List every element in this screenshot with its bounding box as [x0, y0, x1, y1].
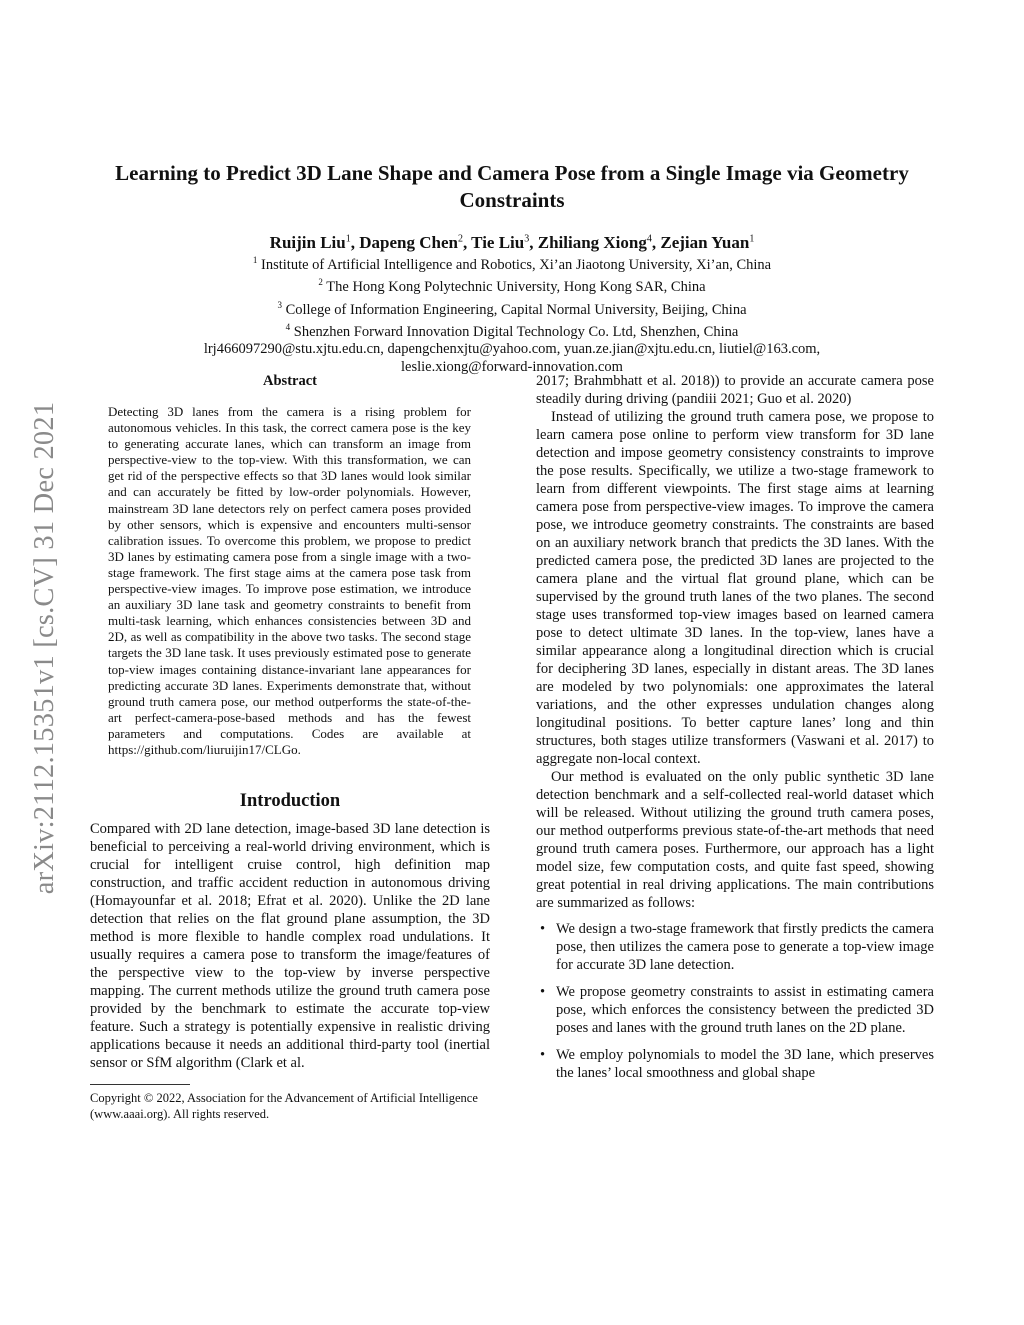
- abstract-text: Detecting 3D lanes from the camera is a rising problem for autonomous vehicles. In this task, the correct camera pose is the key to generating accurate lanes, which can transform an image from perspective-view to the top-view. With this transformation, we can get rid of the perspective effects so that 3D lanes would look similar and can accurately be fitted by low-order polynomials. However, mainstream 3D lane detectors rely on perfect camera poses provided by other sensors, which is expensive and encounters multi-sensor calibration issues. To overcome this problem, we propose to predict 3D lanes by estimating camera pose from a single image with a two-stage framework. The first stage aims at the camera pose task from perspective-view images. To improve pose estimation, we introduce an auxiliary 3D lane task and geometry constraints to benefit from multi-task learning, which enhances consistencies between 3D and 2D, as well as compatibility in the above two tasks. The second stage targets the 3D lane task. It uses previously estimated pose to generate top-view images containing distance-invariant lane appearances for predicting accurate 3D lanes. Experiments demonstrate that, without ground truth camera pose, our method outperforms the state-of-the-art perfect-camera-pose-based methods and has the fewest parameters and computations. Codes are available at https://github.com/liuruijin17/CLGo.: [108, 404, 471, 757]
- introduction-heading: Introduction: [239, 791, 341, 812]
- arxiv-stamp: [28, 352, 62, 944]
- affiliation: $^3$ College of Information Engineering, Capital Normal University, Beijing, China: [277, 299, 747, 318]
- contributions-list: [536, 920, 934, 1082]
- affiliations: [96, 252, 928, 376]
- affiliation: $^1$ Institute of Artificial Intelligence and Robotics, Xi’an Jiaotong University, Xi’an, China: [252, 255, 772, 273]
- list-item: • We design a two-stage framework that firstly predicts the camera pose, then utilizes the camera pose to generate a top-view image for accurate 3D lane detection.: [540, 921, 934, 973]
- affiliation: $^4$ Shenzhen Forward Innovation Digital Technology Co. Ltd, Shenzhen, China: [285, 321, 739, 340]
- author-list: [96, 227, 928, 255]
- right-column: [536, 372, 934, 1091]
- bullet-icon: •: [540, 1047, 546, 1063]
- arxiv-id: arXiv:2112.15351v1 [cs.CV] 31 Dec 2021: [29, 401, 60, 895]
- body-paragraph: Our method is evaluated on the only public synthetic 3D lane detection benchmark and a self-collected real-world dataset which will be released. Without utilizing the ground truth camera poses, our method outperforms previous state-of-the-art methods that need ground truth camera poses. Furthermore, our approach has a light model size, few computation costs, and quite fast speed, showing great potential in real driving applications. The main contributions are summarized as follows:: [536, 769, 934, 911]
- abstract-heading: Abstract: [263, 373, 317, 389]
- left-column: [90, 372, 490, 1122]
- copyright-footnote: Copyright © 2022, Association for the Advancement of Artificial Intelligence (www.aaai.org). All rights reserved.: [90, 1091, 478, 1121]
- body-paragraph: Instead of utilizing the ground truth camera pose, we propose to learn camera pose online to perform view transform for 3D lane detection and impose geometry consistency constraints to improve the pose results. Specifically, we utilize a two-stage framework to learn from different viewpoints. The first stage aims at learning camera pose from perspective-view images. To improve the camera pose, we introduce geometry constraints. The constraints are based on an auxiliary network branch that predicts the 3D lanes. With the predicted camera pose, the predicted 3D lanes are projected to the camera plane and the virtual flat ground plane, which can be supervised by the ground truth lanes of the two planes. The second stage uses transformed top-view images based on learned camera pose to detect ultimate 3D lanes. In the top-view, lanes have a similar appearance along a longitudinal direction which is crucial for deciphering 3D lanes, especially in distant areas. The 3D lanes are modeled by two polynomials: one approximates the lateral variations, and the other expresses undulation changes along longitudinal positions. To better capture lanes’ long and thin structures, both stages utilize transformers (Vaswani et al. 2017) to aggregate non-local context.: [536, 409, 934, 767]
- introduction-paragraph: Compared with 2D lane detection, image-based 3D lane detection is beneficial to perceiving a real-world driving environment, which is crucial for intelligent cruise control, high definition map construction, and traffic accident reduction in autonomous driving (Homayounfar et al. 2018; Efrat et al. 2020). Unlike the 2D lane detection that relies on the flat ground plane assumption, the 3D method is more flexible to handle complex road undulations. It usually requires a camera pose to transform the image/features of the perspective view to the top-view by inverse perspective mapping. The current methods utilize the ground truth camera pose provided by the benchmark to estimate the accurate top-view feature. Such a strategy is potentially expensive in realistic driving applications because it needs an additional third-party tool (inertial sensor or SfM algorithm (Clark et al.: [90, 821, 490, 1072]
- author: Tie Liu$^3$,: [471, 232, 538, 252]
- author: Zhiliang Xiong$^4$,: [537, 232, 661, 252]
- author: Ruijin Liu$^1$,: [269, 232, 360, 252]
- paper-title: Learning to Predict 3D Lane Shape and Camera Pose from a Single Image via Geometry Constraints: [115, 161, 909, 212]
- author: Dapeng Chen$^2$,: [359, 232, 472, 252]
- continued-paragraph: 2017; Brahmbhatt et al. 2018)) to provide an accurate camera pose steadily during driving (pandiii 2021; Guo et al. 2020): [536, 373, 934, 407]
- email-list: lrj466097290@stu.xjtu.edu.cn, dapengchenxjtu@yahoo.com, yuan.ze.jian@xjtu.edu.cn, liutiel@163.com,: [203, 341, 821, 358]
- bullet-icon: •: [540, 921, 546, 937]
- list-item: • We employ polynomials to model the 3D lane, which preserves the lanes’ local smoothness and global shape: [540, 1047, 934, 1081]
- bullet-icon: •: [540, 984, 546, 1000]
- author: Zejian Yuan$^1$: [660, 232, 755, 252]
- list-item: • We propose geometry constraints to assist in estimating camera pose, which enforces the consistency between the predicted 3D poses and lanes with the ground truth lanes on the 2D plane.: [540, 984, 934, 1036]
- footnote-divider: [90, 1084, 190, 1085]
- affiliation: $^2$ The Hong Kong Polytechnic University, Hong Kong SAR, China: [318, 277, 706, 296]
- email-list: leslie.xiong@forward-innovation.com: [401, 358, 623, 375]
